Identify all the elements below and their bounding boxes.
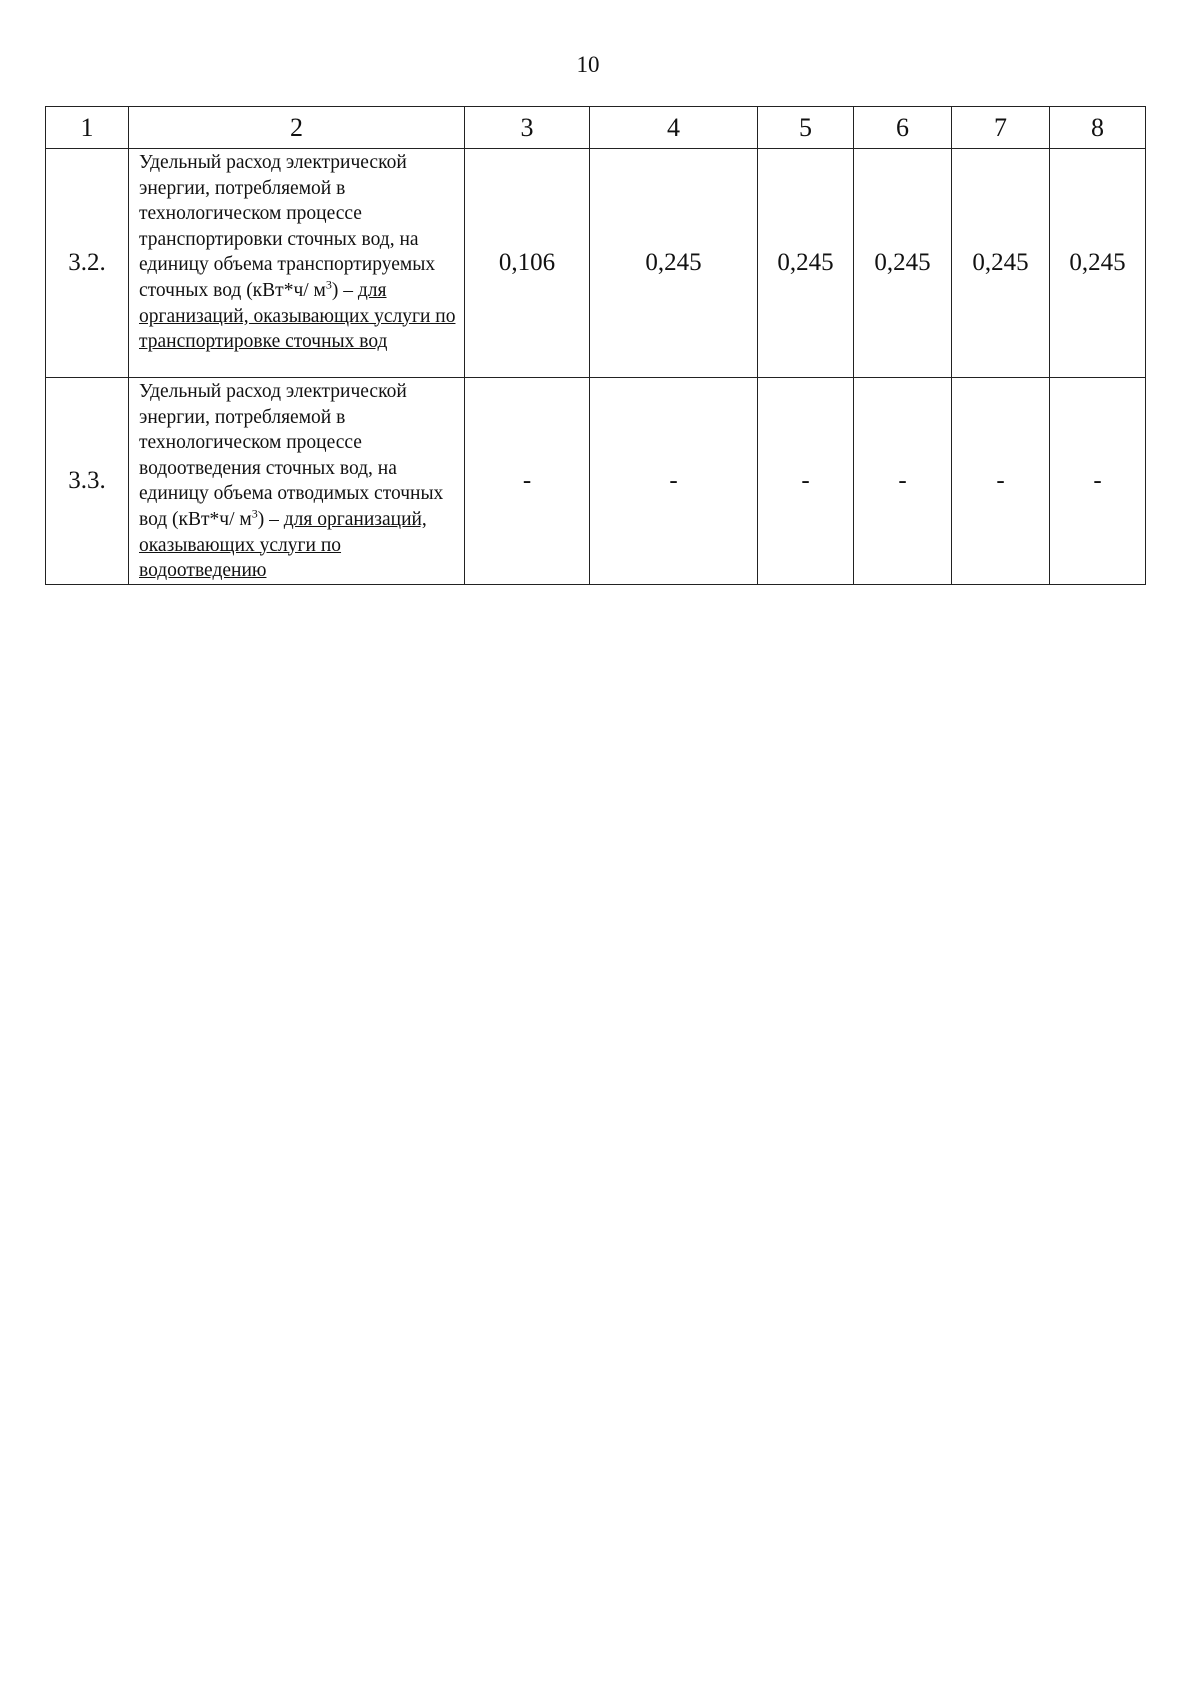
row-description [129, 149, 465, 378]
value-cell: 0,106 [465, 149, 590, 378]
superscript: 3 [325, 277, 332, 292]
value-cell: 0,245 [758, 149, 854, 378]
table-row [46, 149, 1146, 378]
value-cell: - [758, 378, 854, 585]
row-number: 3.3. [46, 378, 129, 585]
value-cell: - [1050, 378, 1146, 585]
value-cell: - [590, 378, 758, 585]
indicators-table [45, 106, 1146, 585]
header-cell: 1 [46, 107, 129, 149]
description-text: Удельный расход электрической энергии, потребляемой в технологическом процессе водоотведения сточных вод, на единицу объема отводимых сточных вод (кВт*ч/ м [139, 381, 444, 530]
header-cell: 2 [129, 107, 465, 149]
header-cell: 4 [590, 107, 758, 149]
header-cell: 5 [758, 107, 854, 149]
value-cell: - [465, 378, 590, 585]
header-cell: 3 [465, 107, 590, 149]
description-text: Удельный расход электрической энергии, потребляемой в технологическом процессе транспортировки сточных вод, на единицу объема транспортируемых сточных вод (кВт*ч/ м [139, 152, 436, 301]
table-header-row [46, 107, 1146, 149]
description-text: ) – [257, 508, 284, 530]
row-number: 3.2. [46, 149, 129, 378]
page-number: 10 [576, 52, 600, 77]
value-cell: - [952, 378, 1050, 585]
value-cell: 0,245 [854, 149, 952, 378]
value-cell: 0,245 [952, 149, 1050, 378]
underlined-text: для организаций, оказывающих услуги по транспортировке сточных вод [139, 279, 456, 353]
value-cell: 0,245 [590, 149, 758, 378]
superscript: 3 [251, 506, 258, 521]
description-text: ) – [331, 279, 358, 301]
header-cell: 6 [854, 107, 952, 149]
underlined-text: для организаций, оказывающих услуги по водоотведению [139, 508, 427, 582]
value-cell: 0,245 [1050, 149, 1146, 378]
header-cell: 8 [1050, 107, 1146, 149]
value-cell: - [854, 378, 952, 585]
table-row [46, 378, 1146, 585]
row-description [129, 378, 465, 585]
header-cell: 7 [952, 107, 1050, 149]
